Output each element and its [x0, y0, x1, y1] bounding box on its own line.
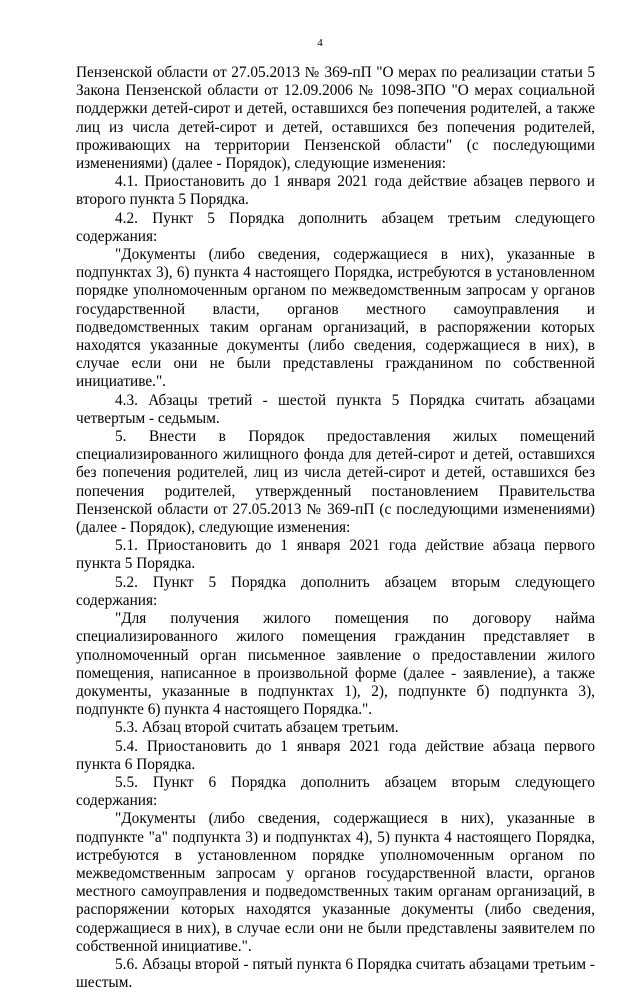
paragraph-5: 5. Внести в Порядок предоставления жилых помещений специализированного жилищного фонда для детей-сирот и детей, оставшихся без попечения родителей, лиц из числа детей-сирот и детей, оставшихся без попечения родителей, утвержденный постановлением Правительства Пензенской области от 27.05.2013 № 369-пП (с последующими изменениями) (далее - Порядок), следующие изменения: [76, 428, 595, 537]
document-body [76, 64, 595, 992]
paragraph-5-2: 5.2. Пункт 5 Порядка дополнить абзацем вторым следующего содержания: [76, 573, 595, 609]
page-number: 4 [317, 37, 323, 49]
paragraph-5-3: 5.3. Абзац второй считать абзацем третьим. [115, 719, 399, 737]
quoted-text-5-2: "Для получения жилого помещения по договору найма специализированного жилого помещения гражданин представляет в уполномоченный орган письменное заявление о предоставлении жилого помещения, написанное в произвольной форме (далее - заявление), а также документы, указанные в подпунктах 1), 2), подпункте б) подпункта 3), подпункте 6) пункта 4 настоящего Порядка.". [76, 610, 595, 719]
paragraph-4-3: 4.3. Абзацы третий - шестой пункта 5 Порядка считать абзацами четвертым - седьмым. [76, 391, 595, 427]
paragraph-continuation: Пензенской области от 27.05.2013 № 369-пП "О мерах по реализации статьи 5 Закона Пензенской области от 12.09.2006 № 1098-ЗПО "О мерах социальной поддержки детей-сирот и детей, оставшихся без попечения родителей, а также лиц из числа детей-сирот и детей, оставшихся без попечения родителей, проживающих на территории Пензенской области" (с последующими изменениями) (далее - Порядок), следующие изменения: [76, 64, 595, 173]
paragraph-5-6: 5.6. Абзацы второй - пятый пункта 6 Порядка считать абзацами третьим - шестым. [76, 955, 595, 992]
quoted-text-5-5: "Документы (либо сведения, содержащиеся в них), указанные в подпункте "а" подпункта 3) и подпунктах 4), 5) пункта 4 настоящего Порядка, истребуются в установленном порядке уполномоченным органом по межведомственным запросам у органов государственной власти, органов местного самоуправления и подведомственных таким органам организаций, в распоряжении которых находятся указанные документы (либо сведения, содержащиеся в них), в случае если они не были представлены заявителем по собственной инициативе.". [76, 810, 595, 955]
paragraph-5-5: 5.5. Пункт 6 Порядка дополнить абзацем вторым следующего содержания: [76, 773, 595, 810]
quoted-text-4-2: "Документы (либо сведения, содержащиеся в них), указанные в подпунктах 3), 6) пункта 4 настоящего Порядка, истребуются в установленном порядке уполномоченным органом по межведомственным запросам у органов государственной власти, органов местного самоуправления и подведомственных таким органам организаций, в распоряжении которых находятся указанные документы (либо сведения, содержащиеся в них), в случае если они не были представлены гражданином по собственной инициативе.". [76, 246, 595, 391]
paragraph-5-1: 5.1. Приостановить до 1 января 2021 года действие абзаца первого пункта 5 Порядка. [76, 537, 595, 573]
paragraph-4-2: 4.2. Пункт 5 Порядка дополнить абзацем третьим следующего содержания: [76, 209, 595, 245]
paragraph-4-1: 4.1. Приостановить до 1 января 2021 года действие абзацев первого и второго пункта 5 Порядка. [76, 173, 595, 209]
paragraph-5-4: 5.4. Приостановить до 1 января 2021 года действие абзаца первого пункта 6 Порядка. [76, 737, 595, 773]
